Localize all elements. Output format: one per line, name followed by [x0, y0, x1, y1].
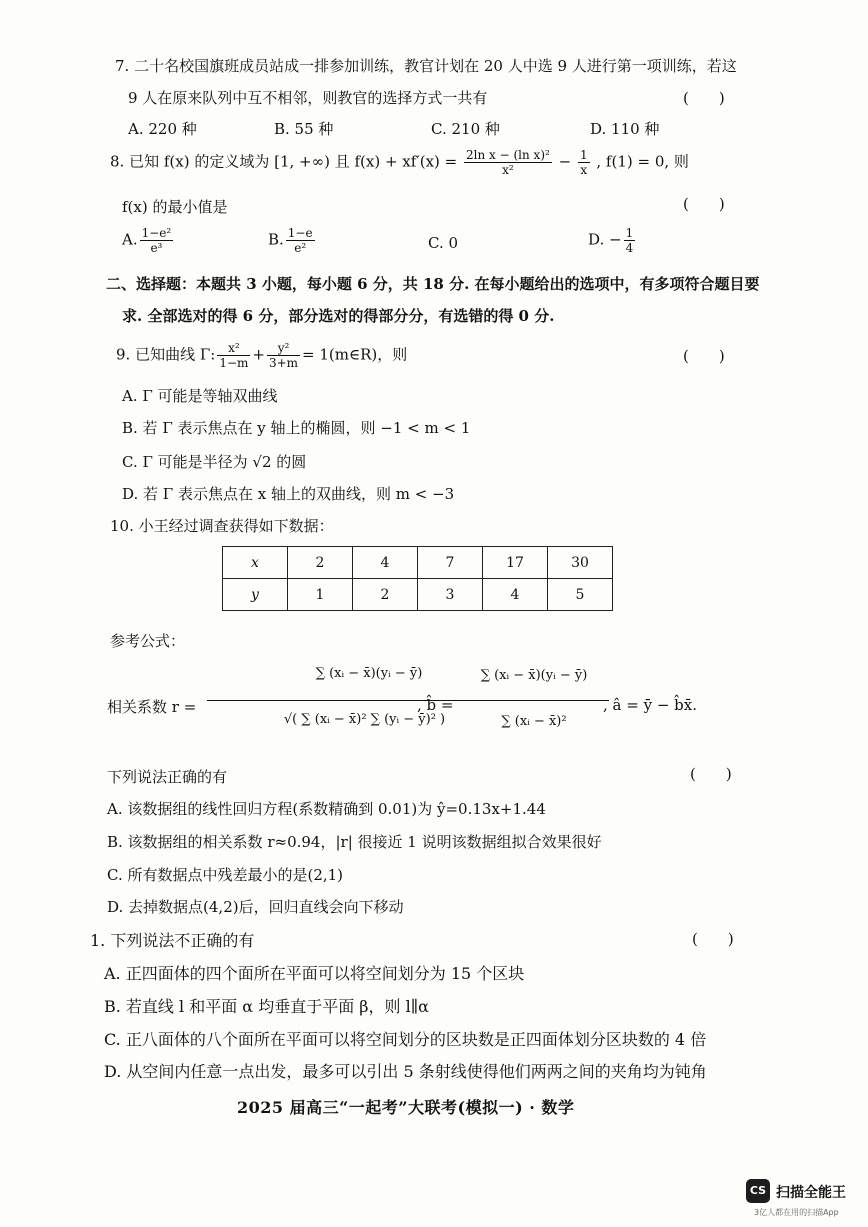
- q8-option-b: [268, 226, 317, 255]
- q8-answer-paren: ( ): [683, 195, 725, 213]
- q7-option-a: A. 220 种: [128, 120, 197, 138]
- q10-option-a: A. 该数据组的线性回归方程(系数精确到 0.01)为 ŷ=0.13x+1.44: [107, 800, 546, 818]
- formula-r-denominator: √( ∑ (xᵢ − x̄)² ∑ (yᵢ − ȳ)² ): [283, 712, 446, 727]
- q8-option-a: [122, 226, 175, 255]
- table-cell: 2: [288, 547, 353, 579]
- q9-answer-paren: ( ): [683, 347, 725, 365]
- q9-option-a: A. Γ 可能是等轴双曲线: [122, 387, 278, 405]
- q11-answer-paren: ( ): [692, 930, 734, 948]
- formula-r-numerator: ∑ (xᵢ − x̄)(yᵢ − ȳ): [315, 666, 423, 681]
- q8-option-a-label: A.: [122, 230, 138, 249]
- camscanner-logo-icon: CS: [746, 1179, 770, 1203]
- q11-option-b: B. 若直线 l 和平面 α 均垂直于平面 β，则 l∥α: [104, 997, 429, 1016]
- q8-fraction-1: [464, 148, 552, 177]
- q7-option-d: D. 110 种: [590, 120, 660, 138]
- watermark-tagline: 3亿人都在用的扫描App: [754, 1208, 839, 1217]
- table-row-y: [223, 579, 613, 611]
- q9-plus: +: [252, 345, 265, 364]
- q8-frac1-den: x²: [502, 163, 514, 177]
- table-cell: 4: [353, 547, 418, 579]
- table-header-y: y: [223, 579, 288, 611]
- q8-prefix: 8. 已知 f(x) 的定义域为 [1, +∞) 且 f(x) + xf′(x) =: [110, 152, 458, 171]
- table-cell: 1: [288, 579, 353, 611]
- q9-frac2-num: y²: [267, 341, 300, 356]
- q8-line2: f(x) 的最小值是: [122, 198, 228, 216]
- q8-option-b-den: e²: [294, 241, 307, 255]
- scanner-watermark: [746, 1179, 856, 1221]
- formula-b-fraction-bar: [459, 700, 609, 701]
- q9-suffix: = 1(m∈R)，则: [302, 345, 408, 364]
- q9-frac1-den: 1−m: [219, 356, 249, 370]
- table-header-x: x: [223, 547, 288, 579]
- table-cell: 2: [353, 579, 418, 611]
- q7-answer-paren: ( ): [683, 89, 725, 107]
- q8-minus: −: [558, 152, 572, 171]
- page-footer: 2025 届高三“一起考”大联考(模拟一) · 数学: [237, 1098, 575, 1117]
- formula-b-numerator: ∑ (xᵢ − x̄)(yᵢ − ȳ): [480, 668, 588, 683]
- q10-stem: 下列说法正确的有: [107, 768, 228, 786]
- q10-option-b: B. 该数据组的相关系数 r≈0.94，|r| 很接近 1 说明该数据组拟合效果很好: [107, 833, 602, 851]
- q8-option-d-den: 4: [625, 241, 634, 255]
- q7-line1: 7. 二十名校国旗班成员站成一排参加训练，教官计划在 20 人中选 9 人进行第一项训练，若这: [115, 57, 737, 75]
- formula-b-denominator: ∑ (xᵢ − x̄)²: [501, 714, 567, 729]
- q7-option-c: C. 210 种: [431, 120, 500, 138]
- table-cell: 17: [483, 547, 548, 579]
- q11-stem: 1. 下列说法不正确的有: [90, 931, 255, 950]
- q8-option-b-num: 1−e: [287, 226, 313, 240]
- q10-reference-label: 参考公式：: [110, 632, 186, 650]
- q8-option-a-den: e³: [150, 241, 163, 255]
- q10-option-d: D. 去掉数据点(4,2)后，回归直线会向下移动: [107, 898, 404, 916]
- regression-formulas: [107, 660, 807, 760]
- q9-frac2-den: 3+m: [268, 356, 299, 370]
- q8-frac2-den: x: [580, 163, 588, 177]
- table-cell: 30: [548, 547, 613, 579]
- watermark-brand: 扫描全能王: [776, 1185, 846, 1201]
- q7-line2: 9 人在原来队列中互不相邻，则教官的选择方式一共有: [128, 89, 488, 107]
- section2-instructions-line2: 求. 全部选对的得 6 分，部分选对的得部分分，有选错的得 0 分.: [122, 307, 555, 325]
- q9-option-d: D. 若 Γ 表示焦点在 x 轴上的双曲线，则 m < −3: [122, 485, 455, 503]
- table-cell: 7: [418, 547, 483, 579]
- table-cell: 3: [418, 579, 483, 611]
- formula-a: , â = ȳ − b̂x̄.: [603, 696, 697, 714]
- q8-frac2-num: 1: [579, 148, 588, 162]
- formula-b-label: , b̂ =: [417, 696, 454, 714]
- q8-option-c: C. 0: [428, 234, 459, 252]
- q8-option-d-num: 1: [625, 226, 634, 240]
- q9-stem: [116, 341, 407, 370]
- q8-suffix: , f(1) = 0, 则: [596, 152, 689, 171]
- q8-frac1-num: 2ln x − (ln x)²: [466, 148, 550, 162]
- q7-option-b: B. 55 种: [274, 120, 334, 138]
- q10-intro: 10. 小王经过调查获得如下数据：: [110, 517, 334, 535]
- q8-option-d: [588, 226, 637, 255]
- q11-option-c: C. 正八面体的八个面所在平面可以将空间划分的区块数是正四面体划分区块数的 4 倍: [104, 1030, 707, 1049]
- q9-prefix: 9. 已知曲线 Γ:: [116, 345, 216, 364]
- table-cell: 4: [483, 579, 548, 611]
- q10-option-c: C. 所有数据点中残差最小的是(2,1): [107, 866, 344, 884]
- q10-data-table: [222, 546, 613, 611]
- q8-option-b-label: B.: [268, 230, 284, 249]
- q9-frac1-num: x²: [217, 341, 250, 356]
- q8-option-a-num: 1−e²: [141, 226, 172, 240]
- table-row-x: [223, 547, 613, 579]
- q8-option-d-label: D. −: [588, 230, 622, 249]
- q8-fraction-2: [578, 148, 590, 177]
- q11-option-d: D. 从空间内任意一点出发，最多可以引出 5 条射线使得他们两两之间的夹角均为钝角: [104, 1062, 707, 1081]
- section2-instructions-line1: 二、选择题：本题共 3 小题，每小题 6 分，共 18 分. 在每小题给出的选项中，有多项符合题目要: [106, 275, 760, 293]
- table-cell: 5: [548, 579, 613, 611]
- q9-option-c: C. Γ 可能是半径为 √2 的圆: [122, 453, 307, 471]
- q8-stem: [110, 148, 689, 177]
- q9-option-b: B. 若 Γ 表示焦点在 y 轴上的椭圆，则 −1 < m < 1: [122, 419, 471, 437]
- q11-option-a: A. 正四面体的四个面所在平面可以将空间划分为 15 个区块: [104, 964, 525, 983]
- formula-r-label: 相关系数 r =: [107, 698, 197, 716]
- q10-answer-paren: ( ): [690, 765, 732, 783]
